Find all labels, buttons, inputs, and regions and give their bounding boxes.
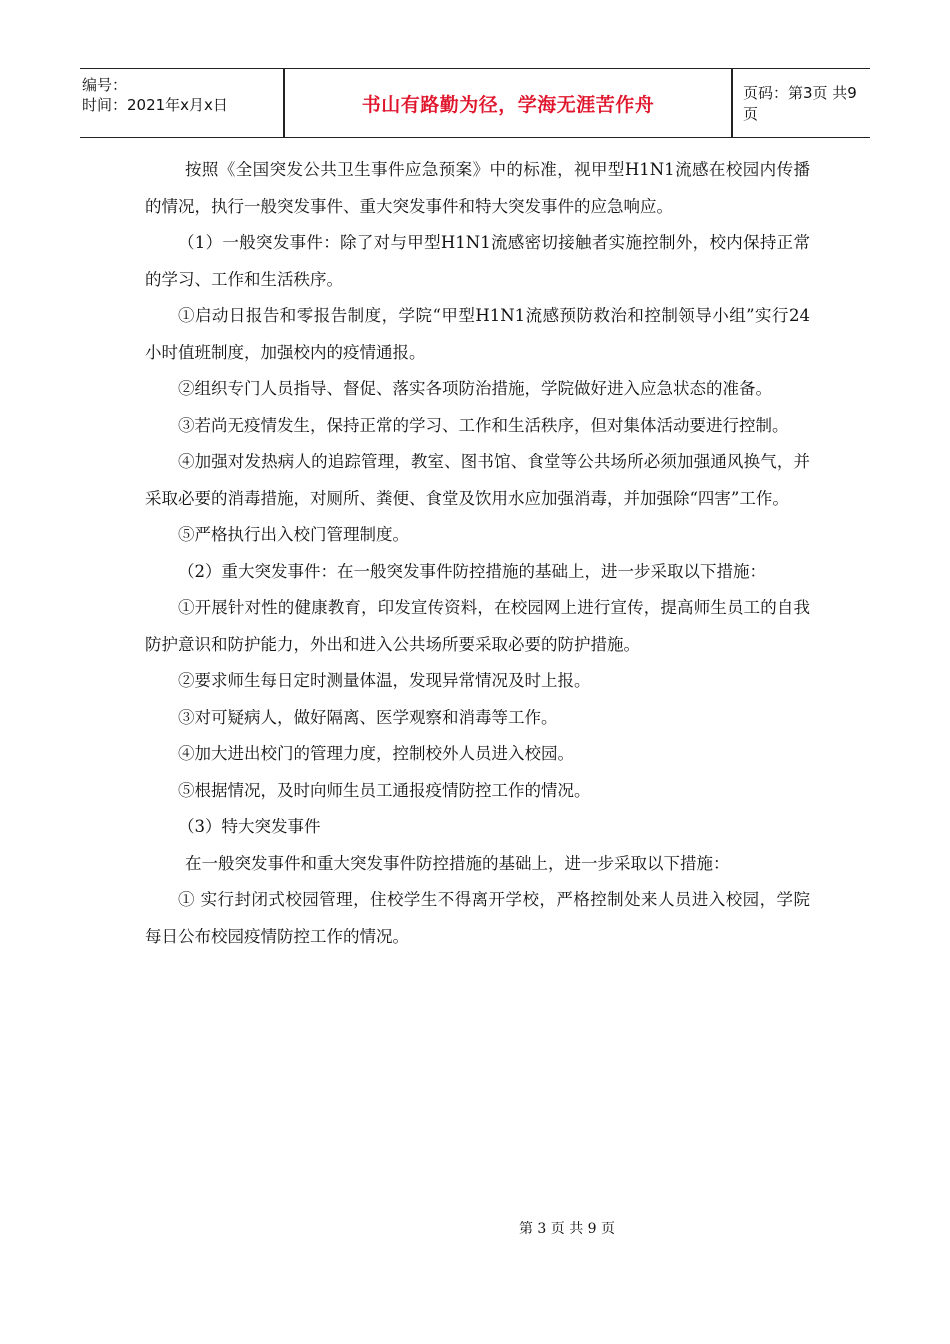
document-number-label: 编号： xyxy=(82,76,128,94)
body-paragraph: ③若尚无疫情发生，保持正常的学习、工作和生活秩序，但对集体活动要进行控制。 xyxy=(178,415,789,435)
header-meta xyxy=(80,69,283,137)
body-paragraph: ①启动日报告和零报告制度，学院“甲型H1N1流感预防救治和控制领导小组”实行24小时值班制度，加强校内的疫情通报。 xyxy=(145,306,810,362)
section-heading-major: （2）重大突发事件：在一般突发事件防控措施的基础上，进一步采取以下措施： xyxy=(178,561,766,581)
body-paragraph: ① 实行封闭式校园管理，住校学生不得离开学校，严格控制处来人员进入校园，学院每日公布校园疫情防控工作的情况。 xyxy=(145,890,810,946)
footer-page-number: 第 3 页 共 9 页 xyxy=(518,1221,616,1237)
document-body xyxy=(145,152,810,955)
body-paragraph: 在一般突发事件和重大突发事件防控措施的基础上，进一步采取以下措施： xyxy=(185,853,730,873)
page-header xyxy=(80,68,870,138)
document-date-label: 时间：2021年x月x日 xyxy=(82,96,228,114)
body-paragraph: ②组织专门人员指导、督促、落实各项防治措施，学院做好进入应急状态的准备。 xyxy=(178,379,772,398)
body-paragraph: ①开展针对性的健康教育，印发宣传资料，在校园网上进行宣传，提高师生员工的自我防护意识和防护能力，外出和进入公共场所要采取必要的防护措施。 xyxy=(145,598,810,654)
header-divider-right xyxy=(731,69,733,137)
body-paragraph: ②要求师生每日定时测量体温，发现异常情况及时上报。 xyxy=(178,671,591,690)
body-paragraph: 按照《全国突发公共卫生事件应急预案》中的标准，视甲型H1N1流感在校园内传播的情况，执行一般突发事件、重大突发事件和特大突发事件的应急响应。 xyxy=(145,160,810,216)
section-heading-general: （1）一般突发事件：除了对与甲型H1N1流感密切接触者实施控制外，校内保持正常的学习、工作和生活秩序。 xyxy=(145,233,810,289)
header-page-label: 页码：第3页 共9页 xyxy=(743,84,857,123)
page-footer xyxy=(0,1218,950,1238)
body-paragraph: ④加大进出校门的管理力度，控制校外人员进入校园。 xyxy=(178,744,574,763)
body-paragraph: ④加强对发热病人的追踪管理，教室、图书馆、食堂等公共场所必须加强通风换气，并采取必要的消毒措施，对厕所、粪便、食堂及饮用水应加强消毒，并加强除“四害”工作。 xyxy=(145,452,810,508)
section-heading-severe: （3）特大突发事件 xyxy=(178,817,321,836)
header-motto: 书山有路勤为径，学海无涯苦作舟 xyxy=(361,93,655,116)
body-paragraph: ③对可疑病人，做好隔离、医学观察和消毒等工作。 xyxy=(178,707,558,727)
body-paragraph: ⑤根据情况，及时向师生员工通报疫情防控工作的情况。 xyxy=(178,780,591,800)
body-paragraph: ⑤严格执行出入校门管理制度。 xyxy=(178,525,409,544)
